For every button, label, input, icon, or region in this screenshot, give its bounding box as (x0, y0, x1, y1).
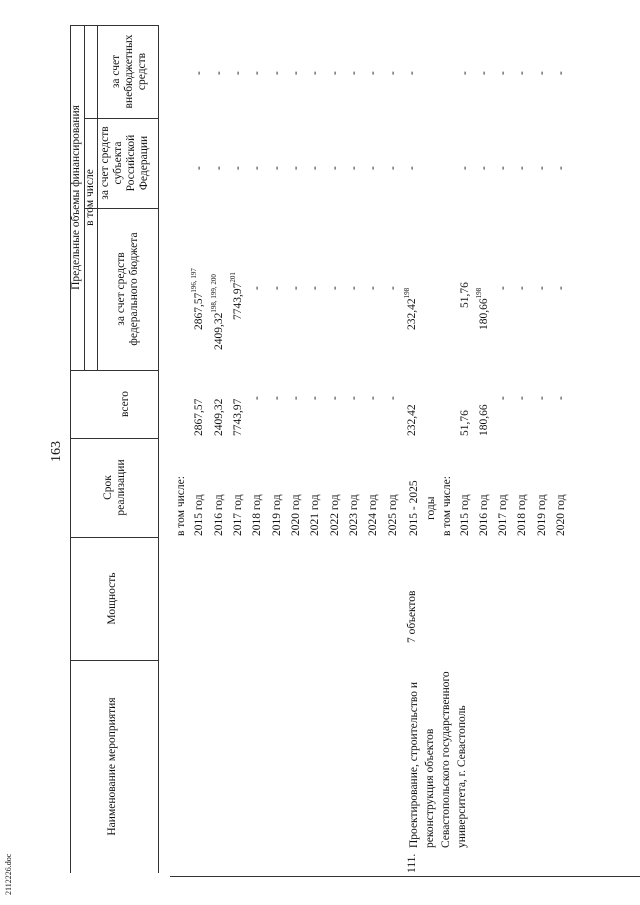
subject-cell: - (478, 166, 490, 170)
total-cell: 51,76 (459, 410, 471, 436)
year-cell: 2023 год (348, 494, 360, 536)
subject-cell: - (497, 166, 509, 170)
subject-cell: - (516, 166, 528, 170)
federal-cell: 2867,57$^{196, 197}$ (190, 268, 205, 330)
subject-cell: - (348, 166, 360, 170)
federal-cell: - (497, 286, 509, 290)
extra-cell: - (329, 71, 341, 75)
page-number: 163 (49, 441, 64, 462)
item-name: Проектирование, строительство и реконструкция объектов Севастопольского государственного университета, г. Севастополь (408, 671, 468, 848)
total-cell: 180,66 (478, 404, 490, 436)
subject-cell: - (555, 166, 567, 170)
item-number: 111. (406, 853, 418, 873)
total-cell: - (516, 396, 528, 400)
total-cell: - (329, 396, 341, 400)
federal-cell: 180,66$^{198}$ (475, 287, 490, 330)
total-cell: 2409,32 (213, 398, 225, 436)
total-cell: - (387, 396, 399, 400)
subject-cell: - (290, 166, 302, 170)
federal-cell: - (309, 286, 321, 290)
extra-cell: - (348, 71, 360, 75)
federal-cell: - (555, 286, 567, 290)
extra-cell: - (290, 71, 302, 75)
extra-cell: - (309, 71, 321, 75)
header-funding-title: Предельные объемы финансирования (70, 105, 82, 290)
extra-cell: - (478, 71, 490, 75)
year-cell: 2016 год (213, 494, 225, 536)
item-extra: - (406, 71, 418, 75)
federal-cell: - (367, 286, 379, 290)
extra-cell: - (516, 71, 528, 75)
item-subject: - (406, 166, 418, 170)
year-cell: 2018 год (251, 494, 263, 536)
subject-cell: - (387, 166, 399, 170)
total-cell: 2867,57 (193, 398, 205, 436)
header-federal: за счет средств федерального бюджета (115, 232, 140, 346)
extra-cell: - (251, 71, 263, 75)
total-cell: - (309, 396, 321, 400)
extra-cell: - (459, 71, 471, 75)
subject-cell: - (459, 166, 471, 170)
total-cell: - (536, 396, 548, 400)
item-term: 2015 - 2025 годы (408, 480, 437, 536)
subject-cell: - (213, 166, 225, 170)
federal-cell: 51,76 (459, 282, 471, 308)
total-cell: 7743,97 (232, 398, 244, 436)
subject-cell: - (193, 166, 205, 170)
federal-cell: - (516, 286, 528, 290)
subject-cell: - (329, 166, 341, 170)
item-total: 232,42 (406, 404, 418, 436)
block1-lead: в том числе: (175, 476, 187, 536)
total-cell: - (497, 396, 509, 400)
item-capacity: 7 объектов (406, 590, 418, 643)
year-cell: 2015 год (193, 494, 205, 536)
year-cell: 2020 год (290, 494, 302, 536)
extra-cell: - (193, 71, 205, 75)
item-federal: 232,42$^{198}$ (403, 287, 418, 330)
extra-cell: - (271, 71, 283, 75)
header-including: в том числе (84, 169, 96, 226)
total-cell: - (555, 396, 567, 400)
total-cell: - (348, 396, 360, 400)
item-lead: в том числе: (441, 476, 453, 536)
header-extra-budget: за счет внебюджетных средств (110, 34, 148, 109)
federal-cell: - (329, 286, 341, 290)
year-cell: 2015 год (459, 494, 471, 536)
header-term: Срок реализации (102, 459, 127, 516)
federal-cell: 2409,32$^{198, 199, 200}$ (210, 274, 225, 350)
subject-cell: - (232, 166, 244, 170)
header-name: Наименование мероприятия (106, 697, 118, 836)
extra-cell: - (213, 71, 225, 75)
federal-cell: - (348, 286, 360, 290)
extra-cell: - (232, 71, 244, 75)
subject-cell: - (271, 166, 283, 170)
subject-cell: - (367, 166, 379, 170)
extra-cell: - (536, 71, 548, 75)
year-cell: 2016 год (478, 494, 490, 536)
header-subject: за счет средств субъекта Российской Федерации (99, 126, 150, 200)
year-cell: 2022 год (329, 494, 341, 536)
year-cell: 2024 год (367, 494, 379, 536)
year-cell: 2019 год (271, 494, 283, 536)
year-cell: 2018 год (516, 494, 528, 536)
year-cell: 2025 год (387, 494, 399, 536)
extra-cell: - (387, 71, 399, 75)
year-cell: 2021 год (309, 494, 321, 536)
year-cell: 2019 год (536, 494, 548, 536)
year-cell: 2017 год (232, 494, 244, 536)
header-capacity: Мощность (106, 572, 118, 625)
subject-cell: - (251, 166, 263, 170)
extra-cell: - (555, 71, 567, 75)
year-cell: 2020 год (555, 494, 567, 536)
total-cell: - (290, 396, 302, 400)
year-cell: 2017 год (497, 494, 509, 536)
federal-cell: - (536, 286, 548, 290)
total-cell: - (251, 396, 263, 400)
federal-cell: - (387, 286, 399, 290)
total-cell: - (271, 396, 283, 400)
header-total: всего (119, 391, 131, 417)
federal-cell: 7743,97$^{201}$ (229, 272, 244, 320)
extra-cell: - (497, 71, 509, 75)
extra-cell: - (367, 71, 379, 75)
federal-cell: - (251, 286, 263, 290)
subject-cell: - (309, 166, 321, 170)
federal-cell: - (290, 286, 302, 290)
federal-cell: - (271, 286, 283, 290)
subject-cell: - (536, 166, 548, 170)
total-cell: - (367, 396, 379, 400)
footer-document-name: 2112226.doc (4, 853, 13, 895)
